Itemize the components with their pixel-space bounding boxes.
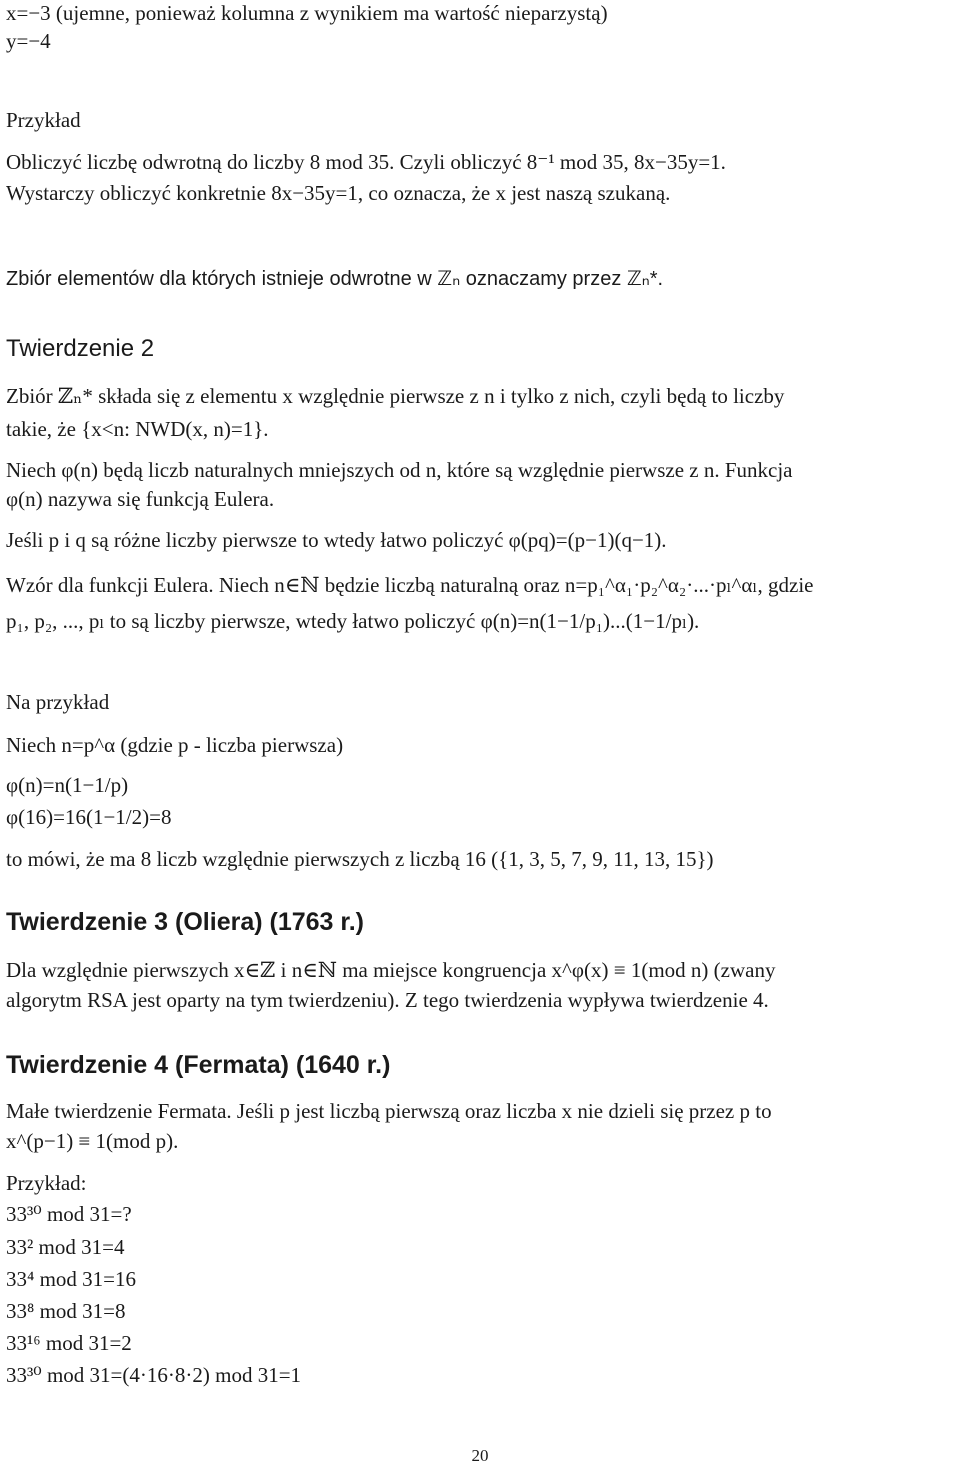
text-line: algorytm RSA jest oparty na tym twierdzeniu). Z tego twierdzenia wypływa twierdzenie 4. (6, 988, 769, 1012)
text-line: Zbiór elementów dla których istnieje odwrotne w ℤₙ oznaczamy przez ℤₙ*. (6, 268, 664, 290)
text-line: Zbiór ℤₙ* składa się z elementu x względnie pierwsze z n i tylko z nich, czyli będą to liczby (6, 384, 785, 408)
text-line: Jeśli p i q są różne liczby pierwsze to wtedy łatwo policzyć φ(pq)=(p−1)(q−1). (6, 528, 667, 552)
text-line: to mówi, że ma 8 liczb względnie pierwszych z liczbą 16 ({1, 3, 5, 7, 9, 11, 13, 15}) (6, 847, 714, 871)
theorem-heading: Twierdzenie 2 (6, 335, 155, 362)
theorem-heading: Twierdzenie 3 (Oliera) (1763 r.) (6, 908, 365, 936)
text-line: takie, że {x<n: NWD(x, n)=1}. (6, 417, 269, 441)
text-line: Wystarczy obliczyć konkretnie 8x−35y=1, co oznacza, że x jest naszą szukaną. (6, 181, 671, 205)
example-label: Przykład (6, 108, 81, 132)
theorem-heading: Twierdzenie 4 (Fermata) (1640 r.) (6, 1051, 391, 1079)
formula-line: 33² mod 31=4 (6, 1235, 125, 1259)
text-line: Niech φ(n) będą liczb naturalnych mniejszych od n, które są względnie pierwsze z n. Funkcja (6, 458, 793, 482)
example-label: Na przykład (6, 690, 110, 714)
text-line: Obliczyć liczbę odwrotną do liczby 8 mod 35. Czyli obliczyć 8⁻¹ mod 35, 8x−35y=1. (6, 150, 726, 174)
text-line: Wzór dla funkcji Eulera. Niech n∈ℕ będzie liczbą naturalną oraz n=p₁^α₁·p₂^α₂·...·pₗ^αₗ, gdzie (6, 573, 814, 597)
page-number: 20 (471, 1446, 489, 1465)
text-line: y=−4 (6, 29, 51, 53)
formula-line: φ(16)=16(1−1/2)=8 (6, 805, 172, 829)
text-line: x=−3 (ujemne, ponieważ kolumna z wynikiem ma wartość nieparzystą) (6, 1, 608, 25)
formula-line: 33³⁰ mod 31=? (6, 1202, 132, 1226)
formula-line: x^(p−1) ≡ 1(mod p). (6, 1129, 179, 1153)
formula-line: φ(n)=n(1−1/p) (6, 773, 129, 797)
example-label: Przykład: (6, 1171, 87, 1195)
text-line: p₁, p₂, ..., pₗ to są liczby pierwsze, wtedy łatwo policzyć φ(n)=n(1−1/p₁)...(1−1/pₗ). (6, 609, 700, 633)
text-line: Niech n=p^α (gdzie p - liczba pierwsza) (6, 733, 344, 757)
formula-line: 33¹⁶ mod 31=2 (6, 1331, 132, 1355)
formula-line: 33⁴ mod 31=16 (6, 1267, 136, 1291)
text-line: Dla względnie pierwszych x∈ℤ i n∈ℕ ma miejsce kongruencja x^φ(x) ≡ 1(mod n) (zwany (6, 958, 776, 982)
text-line: Małe twierdzenie Fermata. Jeśli p jest liczbą pierwszą oraz liczba x nie dzieli się przez p to (6, 1099, 772, 1123)
formula-line: 33³⁰ mod 31=(4·16·8·2) mod 31=1 (6, 1363, 302, 1387)
formula-line: 33⁸ mod 31=8 (6, 1299, 126, 1323)
text-line: φ(n) nazywa się funkcją Eulera. (6, 487, 275, 511)
